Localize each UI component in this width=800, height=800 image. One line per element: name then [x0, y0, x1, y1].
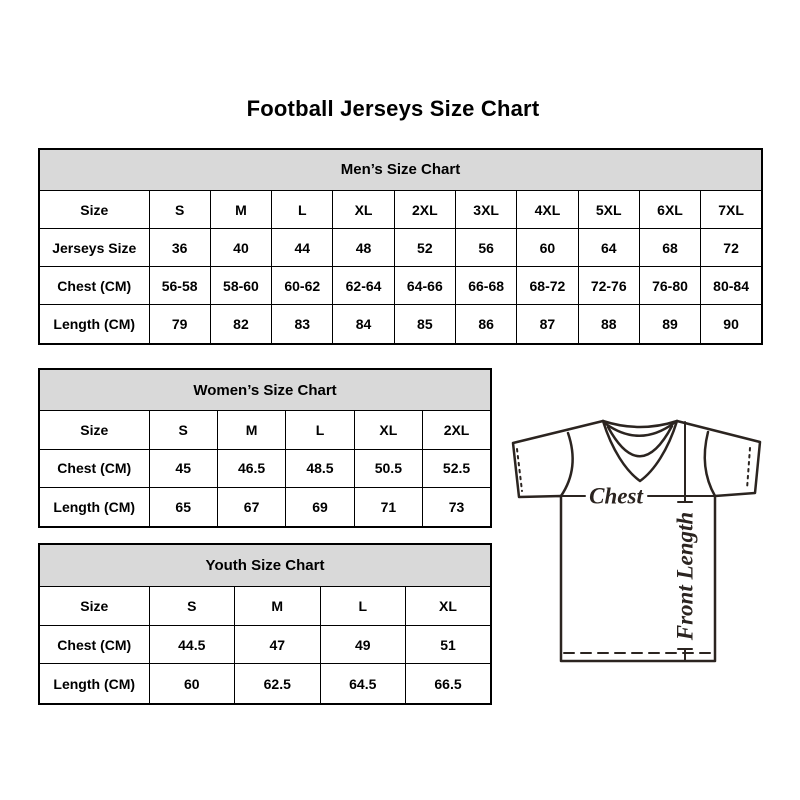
row-label: Chest (CM) [39, 267, 149, 305]
size-value-cell: 69 [286, 487, 354, 527]
page-title: Football Jerseys Size Chart [246, 96, 540, 121]
youth-size-table [38, 543, 492, 705]
size-value-cell: 64 [578, 229, 639, 267]
size-value-cell: 66.5 [406, 664, 492, 704]
size-value-cell: 7XL [701, 190, 762, 228]
size-value-cell: 5XL [578, 190, 639, 228]
size-value-cell: 87 [517, 305, 578, 344]
men-table-row [39, 267, 762, 305]
size-value-cell: L [272, 190, 333, 228]
size-value-cell: 86 [455, 305, 516, 344]
jersey-collar-top-arc [603, 421, 677, 427]
row-label: Length (CM) [39, 664, 149, 704]
row-label: Length (CM) [39, 305, 149, 344]
size-value-cell: 4XL [517, 190, 578, 228]
size-value-cell: 80-84 [701, 267, 762, 305]
womens-size-table [38, 368, 492, 528]
women-table-row [39, 411, 491, 449]
size-value-cell: 49 [320, 625, 406, 664]
size-value-cell: 3XL [455, 190, 516, 228]
size-value-cell: 52 [394, 229, 455, 267]
size-value-cell: 40 [210, 229, 271, 267]
size-value-cell: 44.5 [149, 625, 235, 664]
size-value-cell: 36 [149, 229, 210, 267]
men-table-title: Men’s Size Chart [39, 149, 762, 190]
women-table-row [39, 487, 491, 527]
size-value-cell: 79 [149, 305, 210, 344]
size-value-cell: 62.5 [235, 664, 321, 704]
size-value-cell: 64.5 [320, 664, 406, 704]
size-value-cell: 84 [333, 305, 394, 344]
row-label: Size [39, 190, 149, 228]
size-value-cell: 72 [701, 229, 762, 267]
size-value-cell: 73 [423, 487, 491, 527]
size-value-cell: 45 [149, 449, 217, 487]
size-value-cell: 47 [235, 625, 321, 664]
mens-size-table [38, 148, 763, 345]
size-value-cell: 48.5 [286, 449, 354, 487]
size-value-cell: 2XL [394, 190, 455, 228]
row-label: Length (CM) [39, 487, 149, 527]
men-table-row [39, 190, 762, 228]
size-value-cell: M [210, 190, 271, 228]
youth-table-row [39, 625, 491, 664]
youth-table-row [39, 586, 491, 625]
size-value-cell: 67 [217, 487, 285, 527]
row-label: Chest (CM) [39, 625, 149, 664]
chest-label: Chest [589, 483, 643, 509]
size-value-cell: 66-68 [455, 267, 516, 305]
size-value-cell: 68 [639, 229, 700, 267]
size-value-cell: 60 [517, 229, 578, 267]
right-cuff-stitch-dotted-line [747, 448, 750, 489]
size-value-cell: XL [333, 190, 394, 228]
size-value-cell: S [149, 411, 217, 449]
jersey-measurement-diagram [500, 400, 800, 680]
jersey-right-armhole-seam [705, 432, 715, 496]
size-value-cell: 56 [455, 229, 516, 267]
size-value-cell: 60 [149, 664, 235, 704]
size-value-cell: 51 [406, 625, 492, 664]
size-value-cell: 85 [394, 305, 455, 344]
size-value-cell: 76-80 [639, 267, 700, 305]
row-label: Size [39, 411, 149, 449]
size-value-cell: 64-66 [394, 267, 455, 305]
size-value-cell: 50.5 [354, 449, 422, 487]
size-value-cell: XL [406, 586, 492, 625]
size-value-cell: 60-62 [272, 267, 333, 305]
size-value-cell: XL [354, 411, 422, 449]
size-value-cell: S [149, 190, 210, 228]
size-value-cell: 58-60 [210, 267, 271, 305]
size-value-cell: 68-72 [517, 267, 578, 305]
jersey-left-armhole-seam [561, 433, 573, 496]
size-value-cell: 65 [149, 487, 217, 527]
size-value-cell: 90 [701, 305, 762, 344]
size-value-cell: 52.5 [423, 449, 491, 487]
size-value-cell: L [320, 586, 406, 625]
size-value-cell: 72-76 [578, 267, 639, 305]
women-table-title: Women’s Size Chart [39, 369, 491, 411]
size-value-cell: M [217, 411, 285, 449]
size-value-cell: 46.5 [217, 449, 285, 487]
row-label: Jerseys Size [39, 229, 149, 267]
size-value-cell: 2XL [423, 411, 491, 449]
size-value-cell: 82 [210, 305, 271, 344]
men-table-row [39, 305, 762, 344]
youth-table-title: Youth Size Chart [39, 544, 491, 586]
size-value-cell: 44 [272, 229, 333, 267]
size-value-cell: L [286, 411, 354, 449]
row-label: Chest (CM) [39, 449, 149, 487]
size-value-cell: S [149, 586, 235, 625]
size-value-cell: 48 [333, 229, 394, 267]
men-table-row [39, 229, 762, 267]
size-value-cell: 89 [639, 305, 700, 344]
women-table-row [39, 449, 491, 487]
size-value-cell: 56-58 [149, 267, 210, 305]
size-value-cell: 88 [578, 305, 639, 344]
size-value-cell: 6XL [639, 190, 700, 228]
row-label: Size [39, 586, 149, 625]
front-length-label: Front Length [672, 511, 698, 641]
youth-table-row [39, 664, 491, 704]
size-value-cell: M [235, 586, 321, 625]
size-value-cell: 83 [272, 305, 333, 344]
size-value-cell: 71 [354, 487, 422, 527]
size-value-cell: 62-64 [333, 267, 394, 305]
